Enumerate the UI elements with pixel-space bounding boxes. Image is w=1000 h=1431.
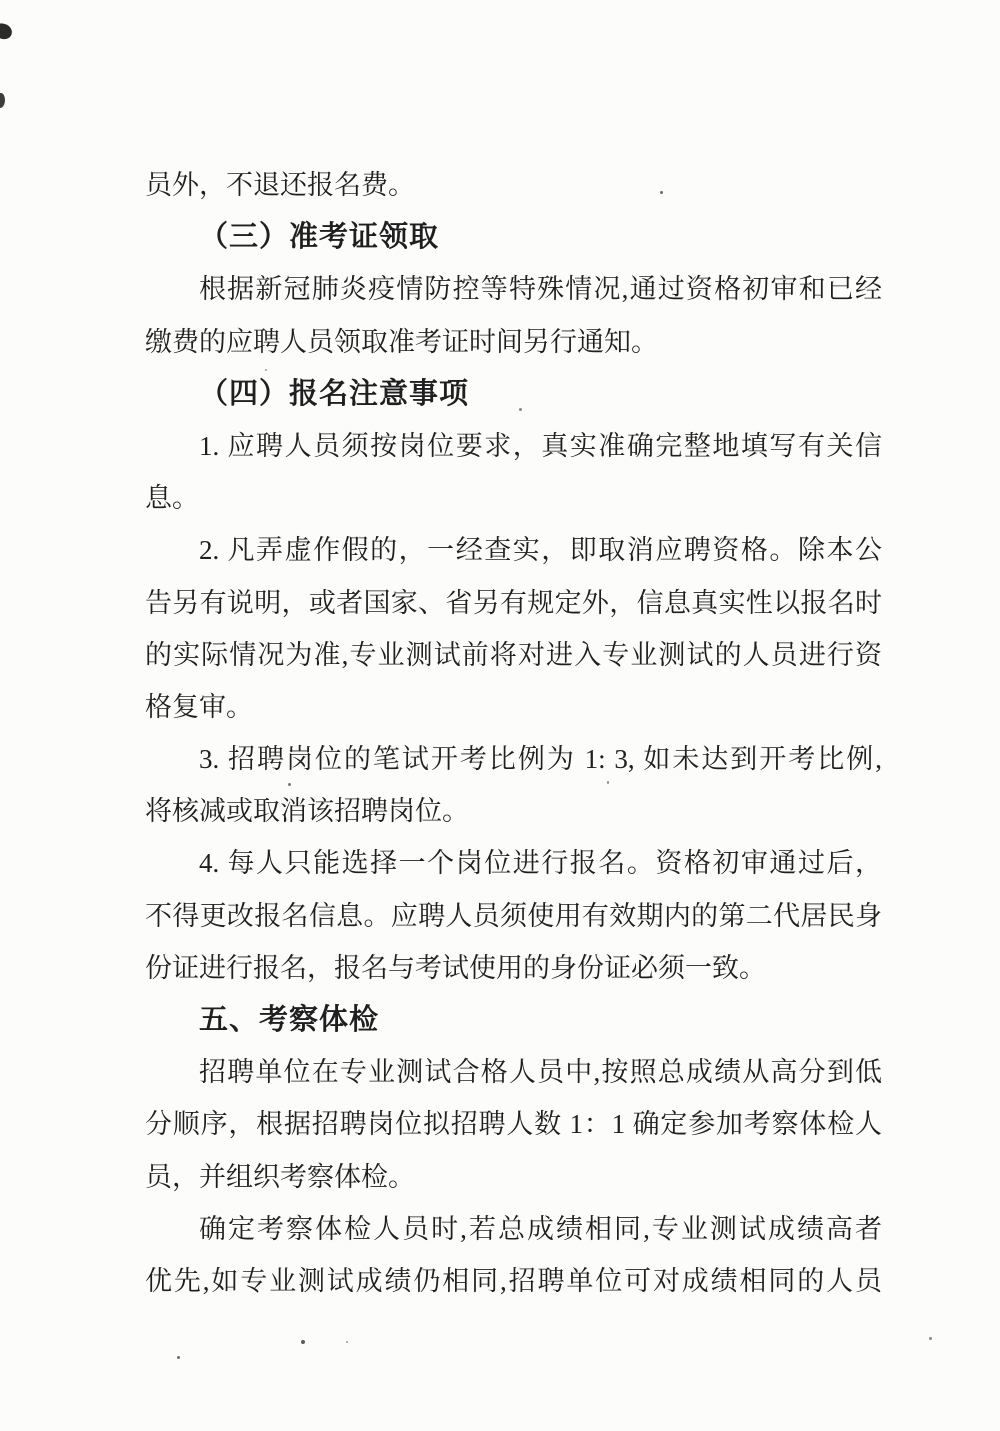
doc-line-list-item-1: 1. 应聘人员须按岗位要求，真实准确完整地填写有关信	[199, 430, 882, 461]
section-heading-3: （三）准考证领取	[199, 221, 440, 254]
doc-line: 分顺序，根据招聘岗位拟招聘人数 1：1 确定参加考察体检人	[145, 1109, 882, 1140]
scan-speck	[301, 1340, 305, 1344]
doc-line: 将核减或取消该招聘岗位。	[145, 796, 469, 827]
doc-line: 不得更改报名信息。应聘人员须使用有效期内的第二代居民身	[145, 900, 882, 931]
doc-line: 确定考察体检人员时,若总成绩相同,专业测试成绩高者	[199, 1213, 882, 1244]
doc-line-page-last: 优先,如专业测试成绩仍相同,招聘单位可对成绩相同的人员	[145, 1265, 882, 1296]
scan-speck	[177, 1356, 180, 1359]
doc-line: 员，并组织考察体检。	[145, 1161, 415, 1192]
scan-speck	[346, 1341, 348, 1343]
doc-line: 的实际情况为准,专业测试前将对进入专业测试的人员进行资	[145, 639, 882, 670]
doc-line-list-item-4: 4. 每人只能选择一个岗位进行报名。资格初审通过后，	[199, 848, 882, 879]
doc-line: 缴费的应聘人员领取准考证时间另行通知。	[145, 326, 658, 357]
scan-artifact-mark	[0, 22, 14, 42]
document-body	[145, 159, 882, 1307]
scan-artifact-mark	[0, 93, 5, 108]
section-heading-4: （四）报名注意事项	[199, 377, 470, 410]
doc-line: 息。	[145, 483, 199, 514]
doc-line: 招聘单位在专业测试合格人员中,按照总成绩从高分到低	[199, 1057, 882, 1088]
section-heading-5: 五、考察体检	[199, 1004, 380, 1036]
doc-line: 根据新冠肺炎疫情防控等特殊情况,通过资格初审和已经	[199, 274, 882, 305]
doc-line-list-item-3: 3. 招聘岗位的笔试开考比例为 1: 3, 如未达到开考比例,	[199, 744, 882, 775]
doc-line: 告另有说明，或者国家、省另有规定外，信息真实性以报名时	[145, 587, 882, 618]
doc-line-list-item-2: 2. 凡弄虚作假的，一经查实，即取消应聘资格。除本公	[199, 535, 882, 566]
doc-line: 格复审。	[145, 691, 253, 722]
doc-line-paragraph-continuation: 员外，不退还报名费。	[145, 170, 415, 200]
doc-line: 份证进行报名，报名与考试使用的身份证必须一致。	[145, 952, 766, 983]
scan-speck	[929, 1337, 932, 1340]
